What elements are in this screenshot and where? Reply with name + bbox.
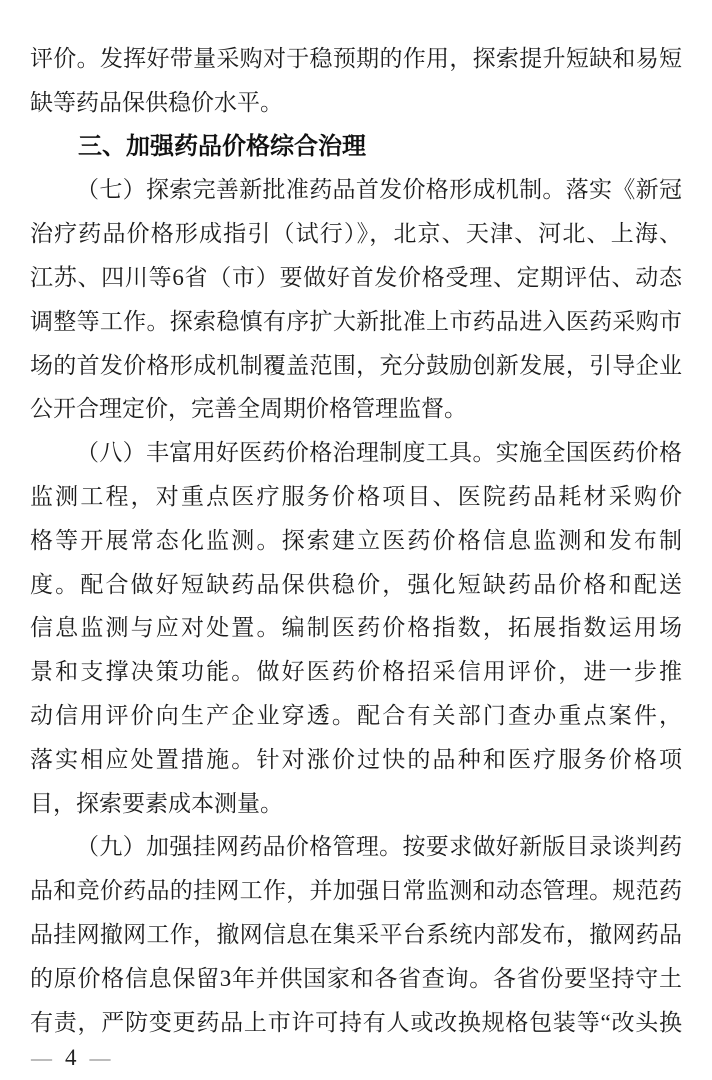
- text-line: 信息监测与应对处置。编制医药价格指数，拓展指数运用场: [30, 615, 682, 641]
- text-line: 的原价格信息保留3年并供国家和各省查询。各省份要坚持守土: [30, 965, 682, 991]
- text-line: 场的首发价格形成机制覆盖范围，充分鼓励创新发展，引导企业: [30, 352, 682, 378]
- text-line: 目，探索要素成本测量。: [30, 790, 283, 816]
- text-line: 监测工程，对重点医疗服务价格项目、医院药品耗材采购价: [30, 483, 682, 509]
- page-footer: [31, 1045, 111, 1071]
- paragraph-item-7: [30, 168, 682, 431]
- footer-dash-right: —: [89, 1046, 111, 1070]
- text-line: （九）加强挂网药品价格管理。按要求做好新版目录谈判药: [76, 834, 682, 860]
- text-line: 评价。发挥好带量采购对于稳预期的作用，探索提升短缺和易短: [30, 46, 682, 71]
- text-line: 景和支撑决策功能。做好医药价格招采信用评价，进一步推: [30, 659, 682, 685]
- text-line: （七）探索完善新批准药品首发价格形成机制。落实《新冠: [76, 177, 682, 203]
- paragraph-item-9: [30, 825, 682, 1044]
- text-line: 度。配合做好短缺药品保供稳价，强化短缺药品价格和配送: [30, 571, 682, 597]
- text-line: 动信用评价向生产企业穿透。配合有关部门查办重点案件，: [30, 702, 682, 728]
- paragraph-item-8: [30, 431, 682, 825]
- section-heading-text: 三、加强药品价格综合治理: [78, 132, 366, 160]
- text-line: 格等开展常态化监测。探索建立医药价格信息监测和发布制: [30, 527, 682, 553]
- text-line: 品挂网撤网工作，撤网信息在集采平台系统内部发布，撤网药品: [30, 921, 682, 947]
- text-line: 公开合理定价，完善全周期价格管理监督。: [30, 396, 467, 422]
- section-heading: [30, 125, 682, 169]
- page-content: [30, 37, 682, 1044]
- text-line: 调整等工作。探索稳慎有序扩大新批准上市药品进入医药采购市: [30, 308, 682, 334]
- paragraph-continuation: [30, 37, 682, 125]
- text-line: 有责，严防变更药品上市许可持有人或改换规格包装等“改头换: [30, 1009, 682, 1035]
- footer-dash-left: —: [31, 1046, 52, 1070]
- text-line: 治疗药品价格形成指引（试行）》，北京、天津、河北、上海、: [30, 221, 682, 247]
- page-number: 4: [65, 1045, 77, 1070]
- text-line: 缺等药品保供稳价水平。: [30, 89, 283, 115]
- text-line: 品和竞价药品的挂网工作，并加强日常监测和动态管理。规范药: [30, 878, 682, 904]
- text-line: 江苏、四川等6省（市）要做好首发价格受理、定期评估、动态: [30, 264, 682, 290]
- text-line: 落实相应处置措施。针对涨价过快的品种和医疗服务价格项: [30, 746, 682, 772]
- text-line: （八）丰富用好医药价格治理制度工具。实施全国医药价格: [76, 440, 682, 466]
